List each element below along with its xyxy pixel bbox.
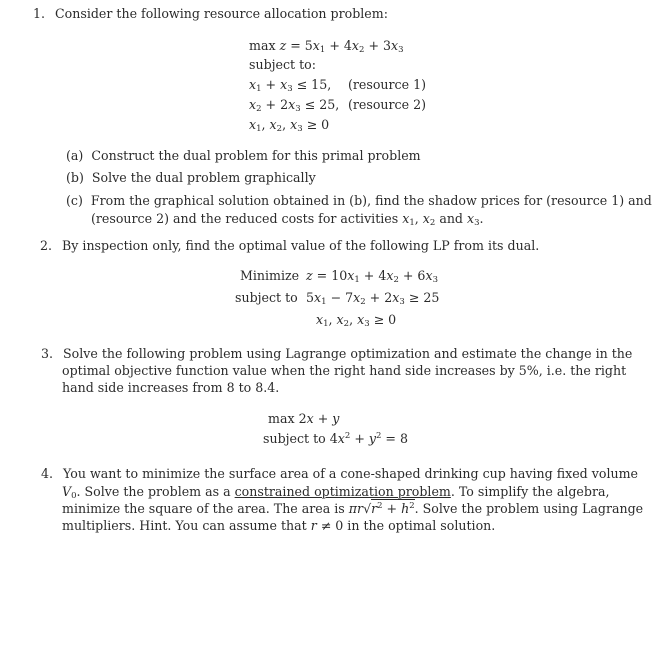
problem-3-number: 3.	[41, 346, 54, 361]
problem-2-number: 2.	[40, 238, 53, 253]
problem-3-line3: hand side increases from 8 to 8.4.	[62, 380, 280, 395]
p2-minimize-label: Minimize	[240, 268, 300, 283]
p1-constraint-2: $x_2 + 2x_3 \le 25$,	[249, 97, 340, 114]
p1-part-b-text: Solve the dual problem graphically	[91, 170, 316, 185]
problem-4-line3: minimize the square of the area. The area is $\pi r√r^2 + h^2$. Solve the problem using Lagrange	[62, 501, 644, 516]
p1-part-b	[66, 170, 316, 186]
p1-objective: $\max z = 5x_1 + 4x_2 + 3x_3$	[249, 38, 404, 55]
problem-1-number: 1.	[33, 6, 46, 21]
p1-part-c	[66, 193, 652, 209]
problem-3-line1	[41, 346, 632, 362]
p1-constraint-2-note: (resource 2)	[348, 97, 426, 112]
p1-part-c-line1: From the graphical solution obtained in (b), find the shadow prices for (resource 1) and	[90, 193, 652, 208]
p3-constraint: subject to $4x^2 + y^2 = 8$	[263, 431, 408, 446]
problem-1-intro: Consider the following resource allocation problem:	[55, 6, 388, 21]
p1-constraint-1-note: (resource 1)	[348, 77, 426, 92]
problem-4-line2: $V_0$. Solve the problem as a constrained optimization problem. To simplify the algebra,	[62, 484, 610, 501]
p1-part-a-text: Construct the dual problem for this primal problem	[91, 148, 421, 163]
p1-part-a-label: (a)	[66, 148, 84, 163]
problem-1-heading	[33, 6, 388, 22]
p1-subject-to: subject to:	[249, 57, 316, 72]
p1-part-b-label: (b)	[66, 170, 84, 185]
p3-objective: max 2x + y	[268, 411, 340, 426]
problem-3-line1-text: Solve the following problem using Lagrange optimization and estimate the change in the	[63, 346, 633, 361]
p2-objective: $z = 10x_1 + 4x_2 + 6x_3$	[306, 268, 438, 285]
problem-4-line1	[41, 466, 638, 482]
problem-2-intro: By inspection only, find the optimal value of the following LP from its dual.	[62, 238, 540, 253]
p2-constraint: $5x_1 - 7x_2 + 2x_3 \ge 25$	[306, 290, 440, 307]
p1-constraint-1: $x_1 + x_3 \le 15$,	[249, 77, 332, 94]
p1-part-c-label: (c)	[66, 193, 83, 208]
problem-4-line4: multipliers. Hint. You can assume that r ≠ 0 in the optimal solution.	[62, 518, 496, 533]
p1-nonneg: $x_1$, $x_2$, $x_3 \ge 0$	[249, 117, 330, 134]
p1-part-a	[66, 148, 421, 164]
problem-4-number: 4.	[41, 466, 54, 481]
p2-nonneg: $x_1$, $x_2$, $x_3 \ge 0$	[316, 312, 397, 329]
p1-part-c-line2: (resource 2) and the reduced costs for activities $x_1$, $x_2$ and $x_3$.	[91, 211, 484, 228]
problem-4-line1-text: You want to minimize the surface area of a cone-shaped drinking cup having fixed volume	[63, 466, 638, 481]
p2-subject-to-label: subject to	[235, 290, 298, 305]
problem-3-line2: optimal objective function value when the right hand side increases by 5%, i.e. the right	[62, 363, 627, 378]
problem-2-heading	[40, 238, 539, 254]
